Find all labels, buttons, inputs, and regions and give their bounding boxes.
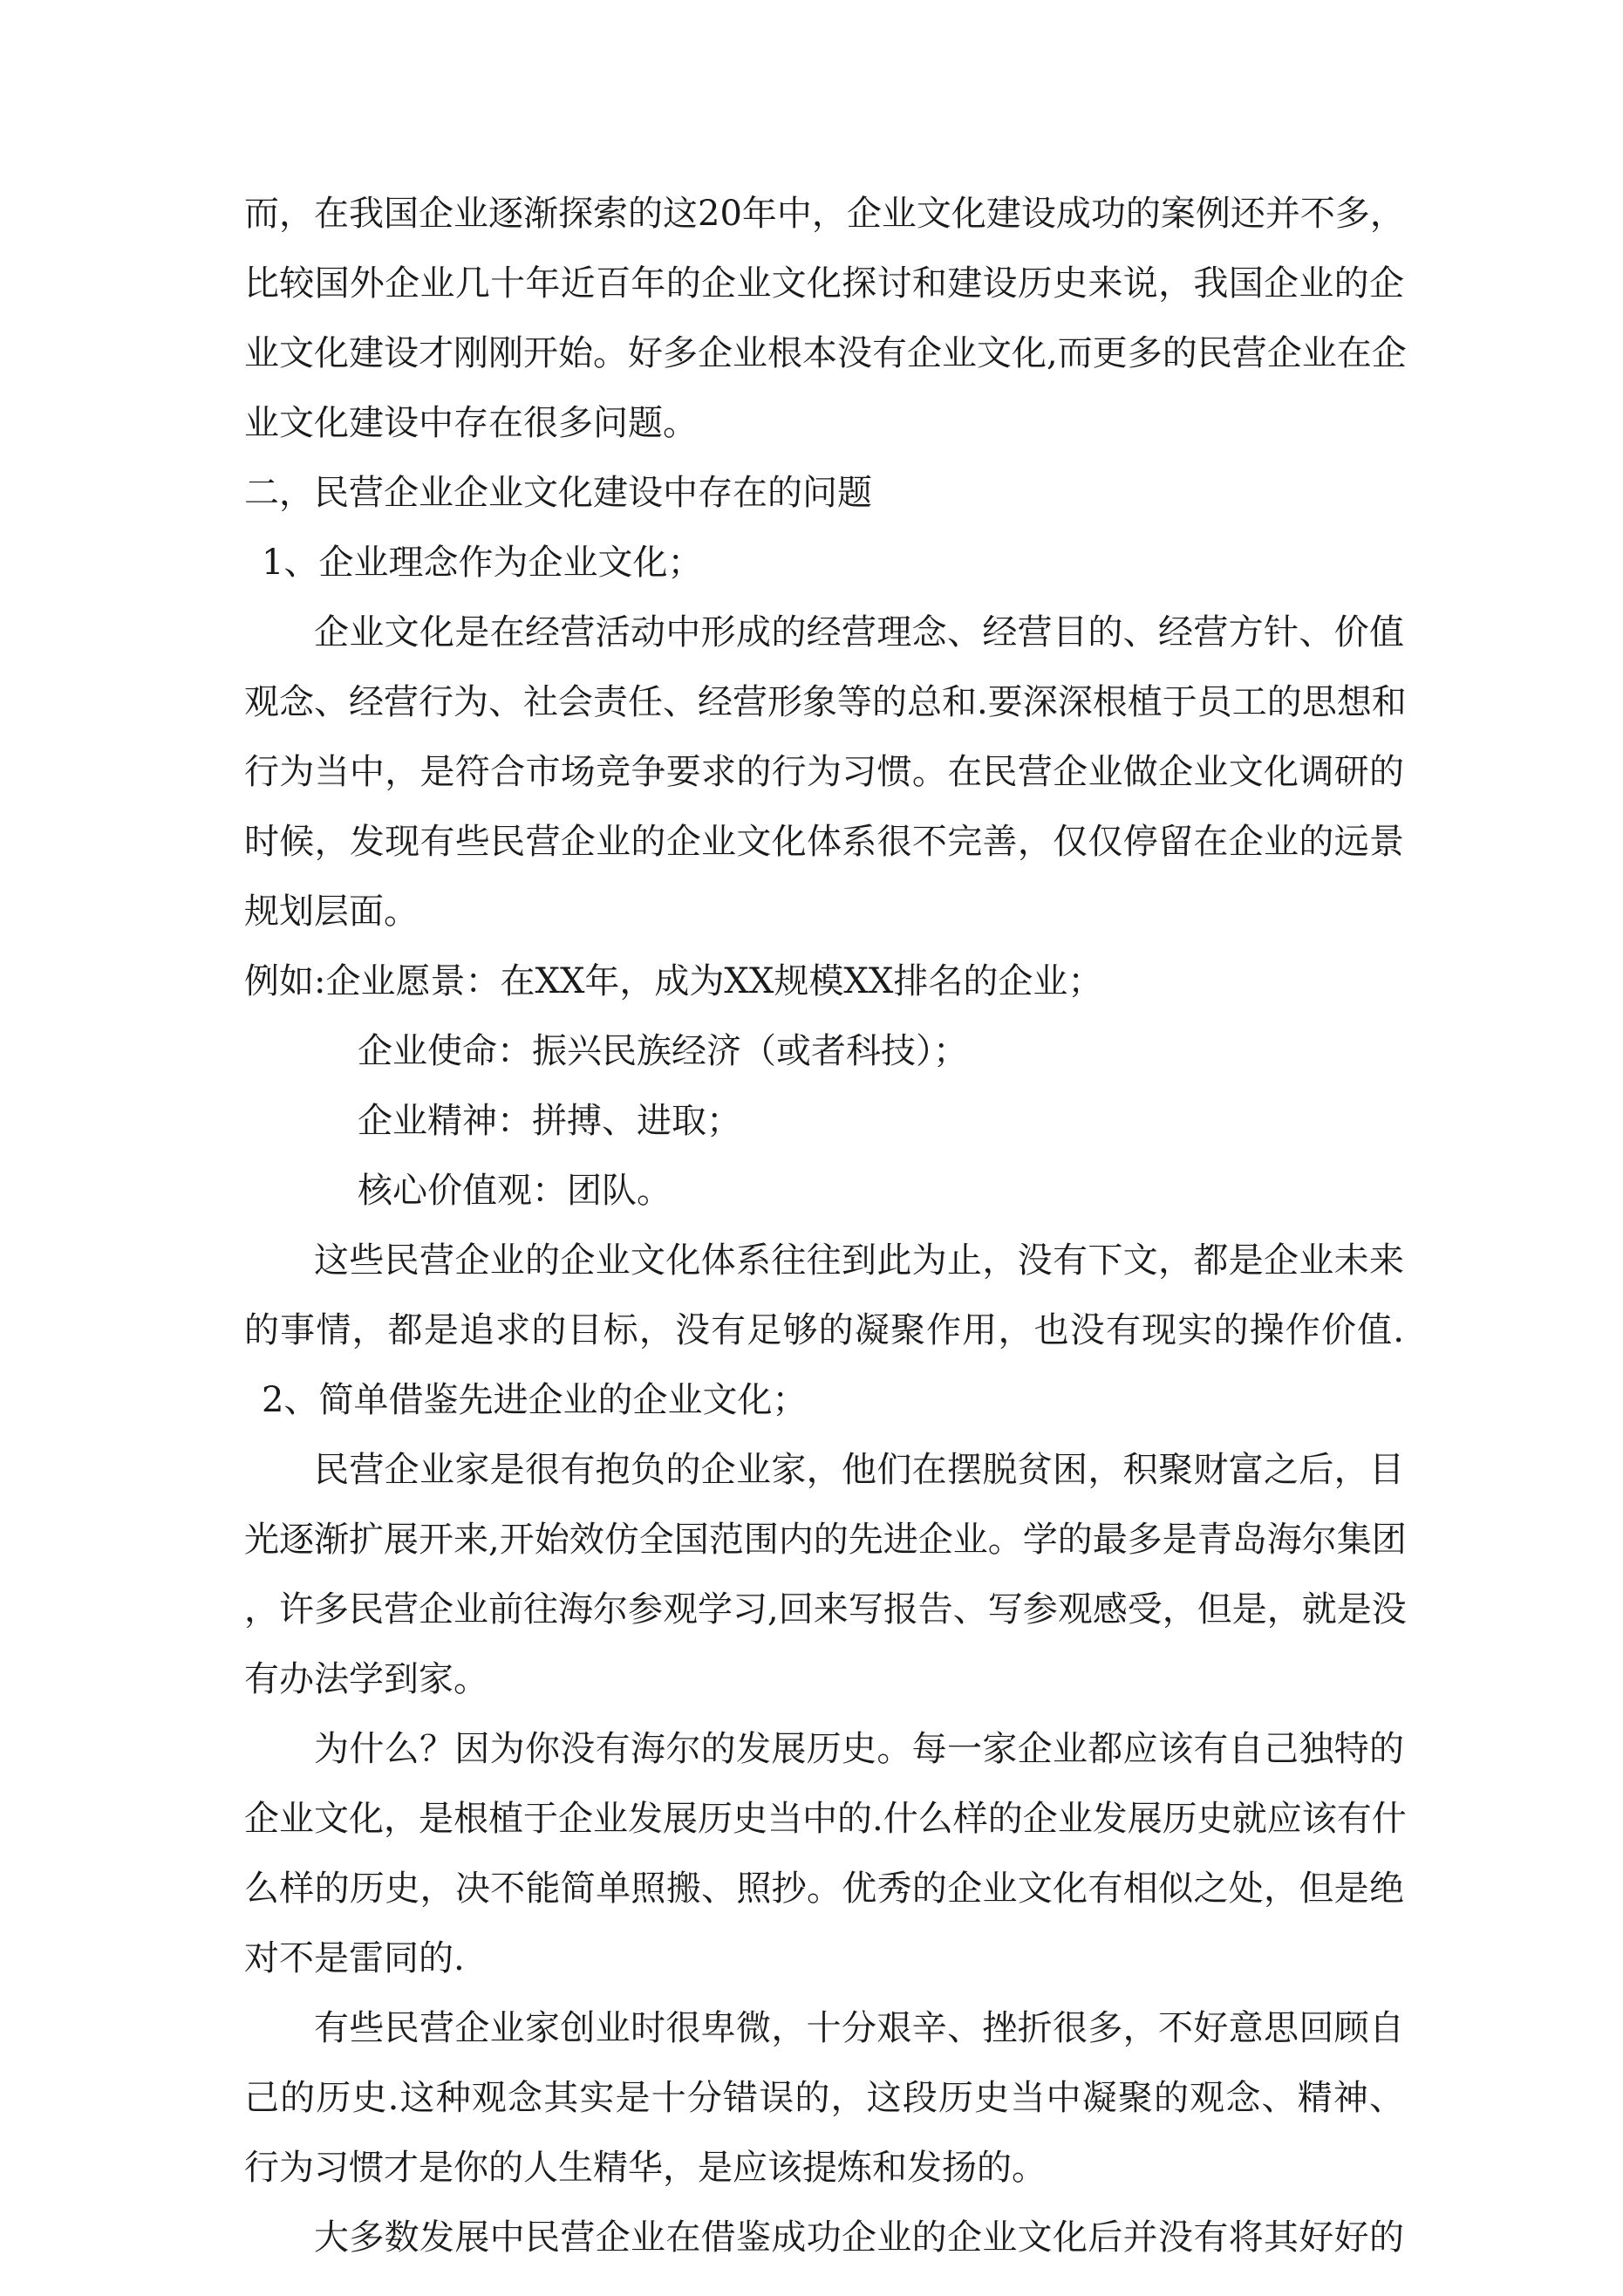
text-line: 企业文化是在经营活动中形成的经营理念、经营目的、经营方针、价值 <box>314 612 1404 653</box>
text-line: 对不是雷同的. <box>244 1938 465 1978</box>
text-line: 企业使命：振兴民族经济（或者科技）； <box>358 1031 968 1071</box>
text-line: 时候，发现有些民营企业的企业文化体系很不完善，仅仅停留在企业的远景 <box>244 822 1404 862</box>
text-line: 民营企业家是很有抱负的企业家，他们在摆脱贫困，积聚财富之后，目 <box>314 1450 1404 1490</box>
text-line: 有些民营企业家创业时很卑微，十分艰辛、挫折很多，不好意思回顾自 <box>314 2008 1404 2048</box>
text-line: 大多数发展中民营企业在借鉴成功企业的企业文化后并没有将其好好的 <box>314 2217 1404 2258</box>
text-line: 比较国外企业几十年近百年的企业文化探讨和建设历史来说，我国企业的企 <box>244 263 1404 304</box>
text-line: 这些民营企业的企业文化体系往往到此为止，没有下文，都是企业未来 <box>314 1240 1404 1281</box>
text-line: 核心价值观：团队。 <box>358 1171 672 1211</box>
text-line: 为什么？因为你没有海尔的发展历史。每一家企业都应该有自己独特的 <box>314 1729 1404 1769</box>
text-line: 企业文化，是根植于企业发展历史当中的.什么样的企业发展历史就应该有什 <box>244 1799 1407 1839</box>
text-line: 企业精神：拼搏、进取； <box>358 1101 741 1141</box>
text-line: 己的历史.这种观念其实是十分错误的，这段历史当中凝聚的观念、精神、 <box>244 2078 1404 2118</box>
document-body <box>244 179 1407 2272</box>
text-line: 的事情，都是追求的目标，没有足够的凝聚作用，也没有现实的操作价值. <box>244 1310 1404 1350</box>
text-line: 业文化建设才刚刚开始。好多企业根本没有企业文化,而更多的民营企业在企 <box>244 333 1407 373</box>
text-line: 规划层面。 <box>244 892 419 932</box>
text-line: 光逐渐扩展开来,开始效仿全国范围内的先进企业。学的最多是青岛海尔集团 <box>244 1520 1407 1560</box>
text-line: 业文化建设中存在很多问题。 <box>244 403 698 443</box>
text-line: 1、企业理念作为企业文化； <box>262 543 703 583</box>
text-line: 观念、经营行为、社会责任、经营形象等的总和.要深深根植于员工的思想和 <box>244 682 1407 722</box>
text-line: 而，在我国企业逐渐探索的这20年中，企业文化建设成功的案例还并不多， <box>244 194 1405 234</box>
text-line: 行为当中，是符合市场竞争要求的行为习惯。在民营企业做企业文化调研的 <box>244 752 1404 792</box>
text-line: 行为习惯才是你的人生精华，是应该提炼和发扬的。 <box>244 2148 1047 2188</box>
text-line: 么样的历史，决不能简单照搬、照抄。优秀的企业文化有相似之处，但是绝 <box>244 1869 1404 1909</box>
text-line: 2、简单借鉴先进企业的企业文化； <box>262 1380 808 1420</box>
text-line: ，许多民营企业前往海尔参观学习,回来写报告、写参观感受，但是，就是没 <box>244 1589 1407 1630</box>
text-line: 有办法学到家。 <box>244 1659 488 1699</box>
text-line: 例如:企业愿景：在XX年，成为XX规模XX排名的企业； <box>244 961 1103 1001</box>
text-line: 二，民营企业企业文化建设中存在的问题 <box>244 473 872 513</box>
